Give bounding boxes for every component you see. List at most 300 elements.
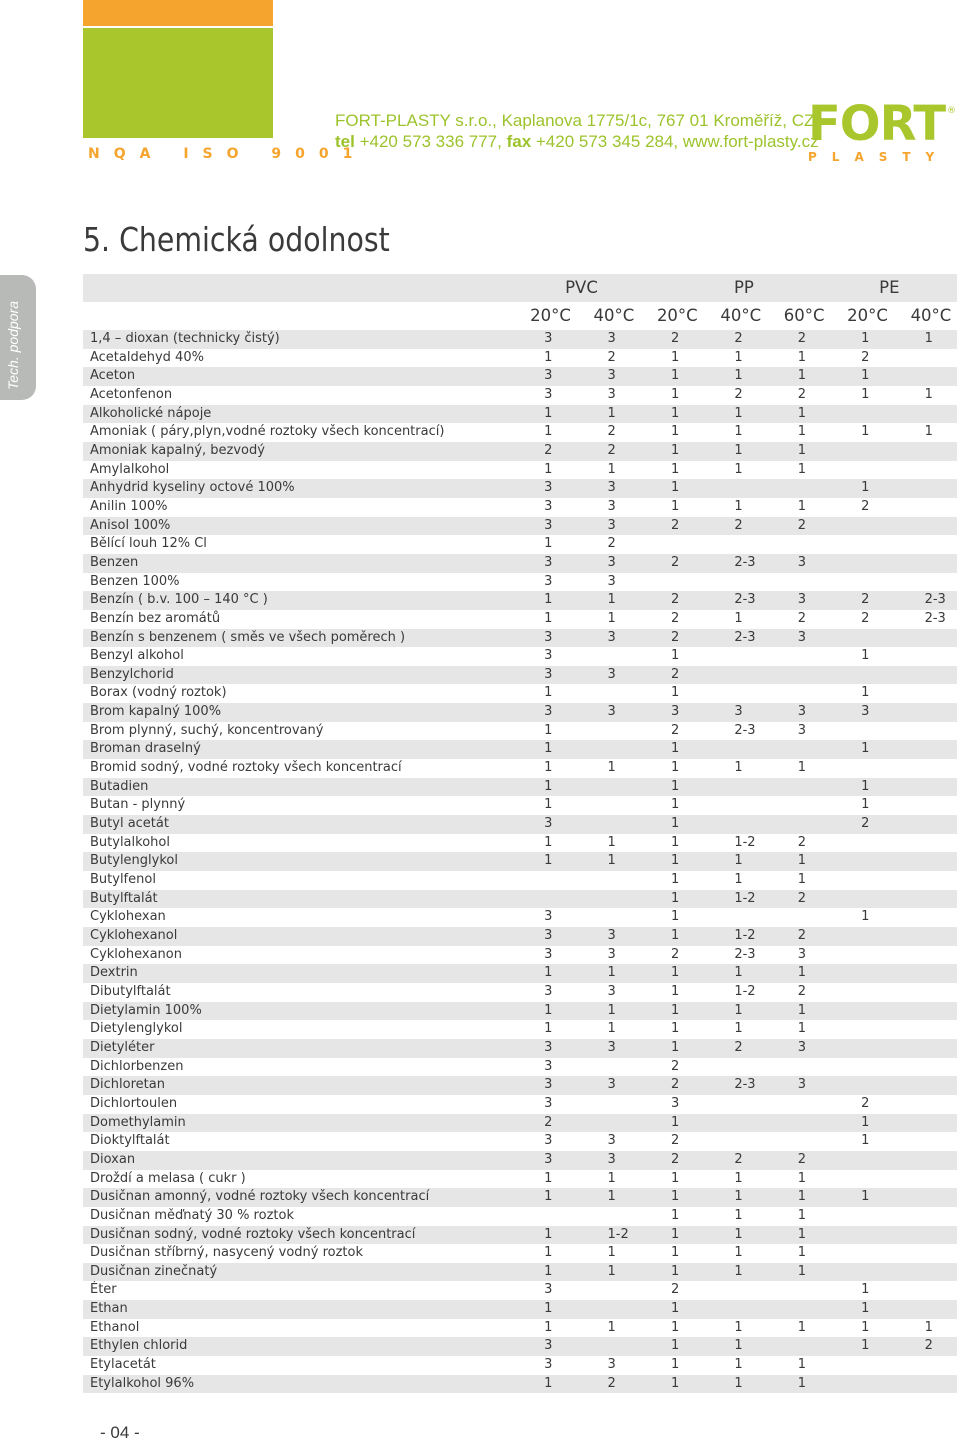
resistance-value: 1 bbox=[830, 684, 893, 703]
resistance-value bbox=[703, 647, 766, 666]
resistance-value bbox=[830, 1207, 893, 1226]
chemical-name: Dichlortoulen bbox=[83, 1095, 513, 1114]
table-temp-header bbox=[83, 302, 957, 330]
table-row bbox=[83, 703, 957, 722]
resistance-value: 1 bbox=[703, 423, 766, 442]
resistance-value bbox=[767, 908, 830, 927]
resistance-value: 1 bbox=[767, 1375, 830, 1394]
resistance-value bbox=[830, 834, 893, 853]
resistance-value: 1 bbox=[703, 964, 766, 983]
chemical-name: Benzen bbox=[83, 554, 513, 573]
resistance-value: 3 bbox=[513, 1095, 576, 1114]
resistance-value: 1 bbox=[577, 1002, 640, 1021]
resistance-value: 1 bbox=[577, 964, 640, 983]
resistance-value: 2 bbox=[513, 1114, 576, 1133]
resistance-value: 2 bbox=[640, 554, 703, 573]
chemical-name: Droždí a melasa ( cukr ) bbox=[83, 1170, 513, 1189]
resistance-value: 3 bbox=[513, 1337, 576, 1356]
resistance-value: 1 bbox=[767, 442, 830, 461]
resistance-value bbox=[830, 1263, 893, 1282]
resistance-value bbox=[894, 461, 957, 480]
chemical-name: Amylalkohol bbox=[83, 461, 513, 480]
resistance-value: 1 bbox=[830, 796, 893, 815]
contact-line bbox=[335, 131, 819, 152]
table-row bbox=[83, 1188, 957, 1207]
resistance-value: 3 bbox=[577, 703, 640, 722]
resistance-value: 3 bbox=[577, 983, 640, 1002]
resistance-value: 2 bbox=[703, 386, 766, 405]
resistance-value bbox=[894, 1263, 957, 1282]
table-row bbox=[83, 946, 957, 965]
logo-registered-mark: ® bbox=[947, 106, 956, 116]
resistance-value: 1 bbox=[513, 722, 576, 741]
resistance-value bbox=[894, 517, 957, 536]
resistance-value bbox=[767, 666, 830, 685]
resistance-value: 1 bbox=[830, 423, 893, 442]
logo-sub-text: PLASTY bbox=[808, 150, 950, 164]
table-row bbox=[83, 405, 957, 424]
resistance-value bbox=[894, 946, 957, 965]
resistance-value bbox=[767, 1337, 830, 1356]
resistance-value: 1 bbox=[513, 1263, 576, 1282]
resistance-value: 1 bbox=[577, 405, 640, 424]
resistance-value: 1 bbox=[577, 834, 640, 853]
resistance-value: 3 bbox=[640, 703, 703, 722]
resistance-value: 1 bbox=[767, 1226, 830, 1245]
table-row bbox=[83, 610, 957, 629]
chemical-name: Dusičnan zinečnatý bbox=[83, 1263, 513, 1282]
resistance-value bbox=[830, 666, 893, 685]
chemical-name: Amoniak kapalný, bezvodý bbox=[83, 442, 513, 461]
resistance-value: 2 bbox=[767, 890, 830, 909]
resistance-value bbox=[830, 629, 893, 648]
resistance-value bbox=[703, 666, 766, 685]
resistance-value: 1 bbox=[830, 1337, 893, 1356]
chemical-name: Dioxan bbox=[83, 1151, 513, 1170]
temp-pvc-20: 20°C bbox=[513, 302, 576, 330]
resistance-value bbox=[894, 367, 957, 386]
resistance-value: 1 bbox=[767, 759, 830, 778]
resistance-value: 1 bbox=[703, 1170, 766, 1189]
resistance-value bbox=[513, 871, 576, 890]
temp-pp-20: 20°C bbox=[640, 302, 703, 330]
resistance-value: 3 bbox=[513, 330, 576, 349]
resistance-value bbox=[894, 1170, 957, 1189]
table-row bbox=[83, 1356, 957, 1375]
tel-value: +420 573 336 777, bbox=[354, 132, 507, 151]
resistance-value: 1 bbox=[767, 1188, 830, 1207]
resistance-value bbox=[703, 796, 766, 815]
resistance-value: 1 bbox=[703, 442, 766, 461]
resistance-value: 1 bbox=[640, 1188, 703, 1207]
resistance-value: 1 bbox=[513, 796, 576, 815]
resistance-value: 2 bbox=[640, 1151, 703, 1170]
chemical-name: Etylalkohol 96% bbox=[83, 1375, 513, 1394]
resistance-value: 2 bbox=[577, 442, 640, 461]
resistance-value: 1 bbox=[767, 1356, 830, 1375]
resistance-value: 1-2 bbox=[703, 834, 766, 853]
resistance-value: 3 bbox=[767, 554, 830, 573]
resistance-value bbox=[830, 964, 893, 983]
group-pe: PE bbox=[830, 274, 957, 302]
resistance-value: 1 bbox=[703, 1375, 766, 1394]
fax-label: fax bbox=[506, 132, 532, 151]
resistance-value: 2 bbox=[767, 610, 830, 629]
resistance-value: 1 bbox=[703, 461, 766, 480]
resistance-value bbox=[894, 834, 957, 853]
resistance-value bbox=[703, 778, 766, 797]
resistance-value bbox=[894, 349, 957, 368]
resistance-value: 2 bbox=[830, 610, 893, 629]
resistance-value: 1 bbox=[703, 1356, 766, 1375]
resistance-value: 1 bbox=[513, 461, 576, 480]
resistance-value: 1 bbox=[767, 405, 830, 424]
resistance-value: 1 bbox=[703, 852, 766, 871]
resistance-value: 1 bbox=[767, 349, 830, 368]
resistance-value: 1 bbox=[767, 367, 830, 386]
resistance-value bbox=[767, 1281, 830, 1300]
resistance-value bbox=[830, 722, 893, 741]
table-row bbox=[83, 1039, 957, 1058]
resistance-value: 1 bbox=[640, 927, 703, 946]
resistance-value: 1 bbox=[640, 1263, 703, 1282]
resistance-value: 3 bbox=[577, 1356, 640, 1375]
resistance-value: 1 bbox=[767, 461, 830, 480]
resistance-value bbox=[830, 405, 893, 424]
resistance-value: 1 bbox=[640, 423, 703, 442]
resistance-value: 1 bbox=[577, 591, 640, 610]
resistance-value: 3 bbox=[767, 1039, 830, 1058]
resistance-value: 1 bbox=[703, 871, 766, 890]
resistance-value bbox=[894, 983, 957, 1002]
table-row bbox=[83, 815, 957, 834]
table-row bbox=[83, 330, 957, 349]
resistance-value: 2 bbox=[767, 983, 830, 1002]
resistance-value: 1 bbox=[640, 815, 703, 834]
chemical-name: Dusičnan sodný, vodné roztoky všech koncentrací bbox=[83, 1226, 513, 1245]
chemical-name: Benzín s benzenem ( směs ve všech poměrech ) bbox=[83, 629, 513, 648]
table-row bbox=[83, 964, 957, 983]
resistance-value: 1 bbox=[513, 423, 576, 442]
resistance-value bbox=[577, 1300, 640, 1319]
resistance-value: 2 bbox=[830, 349, 893, 368]
resistance-value: 3 bbox=[577, 554, 640, 573]
resistance-value: 2 bbox=[703, 330, 766, 349]
resistance-value: 1 bbox=[703, 1188, 766, 1207]
chemical-name: Acetonfenon bbox=[83, 386, 513, 405]
resistance-value bbox=[894, 647, 957, 666]
resistance-value bbox=[894, 1281, 957, 1300]
resistance-value bbox=[703, 479, 766, 498]
table-row bbox=[83, 1281, 957, 1300]
resistance-value: 1 bbox=[640, 442, 703, 461]
resistance-value bbox=[830, 759, 893, 778]
resistance-value: 1 bbox=[640, 1319, 703, 1338]
resistance-value: 2 bbox=[703, 1151, 766, 1170]
resistance-value bbox=[703, 1114, 766, 1133]
table-row bbox=[83, 461, 957, 480]
resistance-value: 1 bbox=[830, 367, 893, 386]
resistance-value bbox=[894, 1076, 957, 1095]
resistance-value: 1 bbox=[640, 871, 703, 890]
resistance-value bbox=[830, 1076, 893, 1095]
table-row bbox=[83, 1300, 957, 1319]
chemical-name: Ethanol bbox=[83, 1319, 513, 1338]
resistance-value bbox=[703, 1058, 766, 1077]
resistance-value bbox=[767, 1132, 830, 1151]
resistance-value: 1 bbox=[640, 890, 703, 909]
resistance-value: 3 bbox=[513, 517, 576, 536]
resistance-value: 1 bbox=[640, 684, 703, 703]
resistance-value: 1 bbox=[703, 1002, 766, 1021]
resistance-value bbox=[577, 1281, 640, 1300]
resistance-value: 1 bbox=[640, 778, 703, 797]
resistance-value: 3 bbox=[513, 1151, 576, 1170]
resistance-value bbox=[894, 1058, 957, 1077]
resistance-value: 1 bbox=[577, 461, 640, 480]
resistance-value: 1-2 bbox=[577, 1226, 640, 1245]
resistance-value: 1-2 bbox=[703, 890, 766, 909]
resistance-value bbox=[830, 1170, 893, 1189]
resistance-value bbox=[894, 871, 957, 890]
resistance-value: 3 bbox=[577, 1132, 640, 1151]
resistance-value bbox=[894, 722, 957, 741]
resistance-value: 1 bbox=[830, 740, 893, 759]
resistance-value bbox=[894, 1375, 957, 1394]
resistance-value: 1 bbox=[513, 740, 576, 759]
chemical-name: Dibutylftalát bbox=[83, 983, 513, 1002]
resistance-value bbox=[767, 815, 830, 834]
resistance-value: 3 bbox=[767, 591, 830, 610]
resistance-value bbox=[830, 461, 893, 480]
resistance-value: 3 bbox=[513, 1356, 576, 1375]
table-row bbox=[83, 666, 957, 685]
resistance-value: 2 bbox=[513, 442, 576, 461]
chemical-name: Butadien bbox=[83, 778, 513, 797]
table-row bbox=[83, 740, 957, 759]
resistance-value: 3 bbox=[703, 703, 766, 722]
chemical-name: Aceton bbox=[83, 367, 513, 386]
chemical-name: Butylfenol bbox=[83, 871, 513, 890]
resistance-value: 1 bbox=[513, 1319, 576, 1338]
resistance-value: 3 bbox=[513, 479, 576, 498]
table-row bbox=[83, 927, 957, 946]
resistance-value bbox=[577, 684, 640, 703]
resistance-value: 2-3 bbox=[703, 591, 766, 610]
resistance-value bbox=[830, 535, 893, 554]
table-row bbox=[83, 1226, 957, 1245]
nqa-iso-label: NQA ISO 9001 bbox=[88, 146, 367, 162]
resistance-value bbox=[577, 1207, 640, 1226]
side-tab-tech-support[interactable] bbox=[0, 275, 36, 400]
resistance-value: 1 bbox=[767, 498, 830, 517]
resistance-value: 2 bbox=[767, 927, 830, 946]
resistance-value bbox=[577, 890, 640, 909]
resistance-value: 2 bbox=[640, 666, 703, 685]
temp-pe-40: 40°C bbox=[894, 302, 957, 330]
resistance-value: 2 bbox=[577, 349, 640, 368]
resistance-value: 1 bbox=[640, 1337, 703, 1356]
resistance-value bbox=[894, 684, 957, 703]
resistance-value: 3 bbox=[513, 367, 576, 386]
resistance-value: 2 bbox=[640, 610, 703, 629]
resistance-value bbox=[830, 1151, 893, 1170]
resistance-value bbox=[577, 647, 640, 666]
chemical-name: Butyl acetát bbox=[83, 815, 513, 834]
resistance-value bbox=[894, 442, 957, 461]
chemical-name: Amoniak ( páry,plyn,vodné roztoky všech koncentrací) bbox=[83, 423, 513, 442]
resistance-value: 3 bbox=[577, 666, 640, 685]
group-pvc: PVC bbox=[513, 274, 640, 302]
resistance-value: 3 bbox=[513, 573, 576, 592]
resistance-value: 2 bbox=[830, 591, 893, 610]
resistance-value bbox=[703, 1281, 766, 1300]
resistance-value bbox=[577, 1058, 640, 1077]
chemical-name: Borax (vodný roztok) bbox=[83, 684, 513, 703]
resistance-value: 2 bbox=[830, 815, 893, 834]
orange-decor-bar bbox=[83, 0, 273, 26]
resistance-value: 3 bbox=[513, 666, 576, 685]
resistance-value bbox=[830, 1356, 893, 1375]
resistance-value bbox=[577, 778, 640, 797]
resistance-value bbox=[577, 796, 640, 815]
resistance-value bbox=[894, 535, 957, 554]
resistance-value bbox=[703, 573, 766, 592]
resistance-value: 2 bbox=[640, 1281, 703, 1300]
chemical-name: Butan - plynný bbox=[83, 796, 513, 815]
resistance-value: 1 bbox=[703, 759, 766, 778]
table-body bbox=[83, 330, 957, 1393]
resistance-value: 1 bbox=[640, 852, 703, 871]
resistance-value: 1 bbox=[830, 778, 893, 797]
resistance-value: 1 bbox=[830, 1319, 893, 1338]
table-row bbox=[83, 386, 957, 405]
chemical-name: Alkoholické nápoje bbox=[83, 405, 513, 424]
resistance-value bbox=[830, 1226, 893, 1245]
resistance-value bbox=[577, 722, 640, 741]
resistance-value bbox=[830, 946, 893, 965]
chemical-name: Cyklohexan bbox=[83, 908, 513, 927]
resistance-value: 1 bbox=[830, 1281, 893, 1300]
chemical-resistance-table bbox=[83, 274, 957, 1393]
resistance-value bbox=[830, 1058, 893, 1077]
resistance-value bbox=[894, 890, 957, 909]
resistance-value bbox=[830, 1244, 893, 1263]
resistance-value: 2 bbox=[577, 1375, 640, 1394]
temp-pe-20: 20°C bbox=[830, 302, 893, 330]
resistance-value bbox=[767, 535, 830, 554]
chemical-name: Butylftalát bbox=[83, 890, 513, 909]
address-line: FORT-PLASTY s.r.o., Kaplanova 1775/1c, 767 01 Kroměříž, CZ bbox=[335, 111, 815, 130]
resistance-value bbox=[894, 1095, 957, 1114]
table-row bbox=[83, 1337, 957, 1356]
resistance-value: 2 bbox=[767, 386, 830, 405]
table-row bbox=[83, 778, 957, 797]
resistance-value: 1 bbox=[703, 1207, 766, 1226]
resistance-value bbox=[767, 796, 830, 815]
resistance-value: 1 bbox=[577, 852, 640, 871]
chemical-name: Bělící louh 12% Cl bbox=[83, 535, 513, 554]
resistance-value bbox=[894, 703, 957, 722]
resistance-value bbox=[894, 740, 957, 759]
table-row bbox=[83, 573, 957, 592]
chemical-name: Benzen 100% bbox=[83, 573, 513, 592]
resistance-value: 1 bbox=[640, 796, 703, 815]
resistance-value: 2-3 bbox=[703, 1076, 766, 1095]
resistance-value: 1 bbox=[640, 1356, 703, 1375]
chemical-name: Dietylenglykol bbox=[83, 1020, 513, 1039]
resistance-value: 1 bbox=[703, 1226, 766, 1245]
logo-main-text: FORT bbox=[808, 96, 946, 152]
resistance-value: 1 bbox=[640, 983, 703, 1002]
resistance-value: 2-3 bbox=[894, 591, 957, 610]
table-row bbox=[83, 1244, 957, 1263]
resistance-value: 1 bbox=[894, 386, 957, 405]
resistance-value bbox=[577, 908, 640, 927]
resistance-value bbox=[830, 517, 893, 536]
resistance-value: 1 bbox=[513, 1170, 576, 1189]
table-row bbox=[83, 1319, 957, 1338]
resistance-value: 1 bbox=[767, 1263, 830, 1282]
table-group-header bbox=[83, 274, 957, 302]
resistance-value bbox=[894, 479, 957, 498]
resistance-value: 2 bbox=[830, 1095, 893, 1114]
resistance-value: 1 bbox=[513, 852, 576, 871]
resistance-value: 3 bbox=[513, 554, 576, 573]
resistance-value bbox=[830, 871, 893, 890]
resistance-value bbox=[767, 479, 830, 498]
chemical-name: Dusičnan stříbrný, nasycený vodný roztok bbox=[83, 1244, 513, 1263]
table-row bbox=[83, 517, 957, 536]
resistance-value: 1 bbox=[640, 386, 703, 405]
resistance-value: 2 bbox=[640, 946, 703, 965]
resistance-value: 1 bbox=[640, 759, 703, 778]
resistance-value: 1 bbox=[640, 367, 703, 386]
resistance-value: 1 bbox=[640, 834, 703, 853]
resistance-value: 1 bbox=[640, 1244, 703, 1263]
resistance-value bbox=[894, 908, 957, 927]
resistance-value: 1 bbox=[577, 1319, 640, 1338]
resistance-value bbox=[767, 778, 830, 797]
chemical-name: Benzín bez aromátů bbox=[83, 610, 513, 629]
resistance-value: 1 bbox=[513, 1002, 576, 1021]
resistance-value bbox=[830, 1002, 893, 1021]
resistance-value: 3 bbox=[513, 983, 576, 1002]
resistance-value: 3 bbox=[577, 517, 640, 536]
resistance-value bbox=[513, 1207, 576, 1226]
green-decor-box bbox=[83, 28, 273, 138]
resistance-value bbox=[894, 573, 957, 592]
resistance-value: 2 bbox=[640, 1076, 703, 1095]
chemical-name: Benzín ( b.v. 100 – 140 °C ) bbox=[83, 591, 513, 610]
temp-pp-60: 60°C bbox=[767, 302, 830, 330]
table-row bbox=[83, 1375, 957, 1394]
table-row bbox=[83, 1002, 957, 1021]
resistance-value: 3 bbox=[577, 927, 640, 946]
resistance-value bbox=[577, 815, 640, 834]
resistance-value bbox=[894, 927, 957, 946]
resistance-value: 1 bbox=[703, 405, 766, 424]
temp-pvc-40: 40°C bbox=[577, 302, 640, 330]
table-row bbox=[83, 498, 957, 517]
resistance-value bbox=[894, 964, 957, 983]
table-row bbox=[83, 1114, 957, 1133]
resistance-value: 2 bbox=[703, 517, 766, 536]
resistance-value: 1 bbox=[513, 1188, 576, 1207]
table-row bbox=[83, 908, 957, 927]
resistance-value: 2 bbox=[640, 517, 703, 536]
resistance-value bbox=[894, 1002, 957, 1021]
